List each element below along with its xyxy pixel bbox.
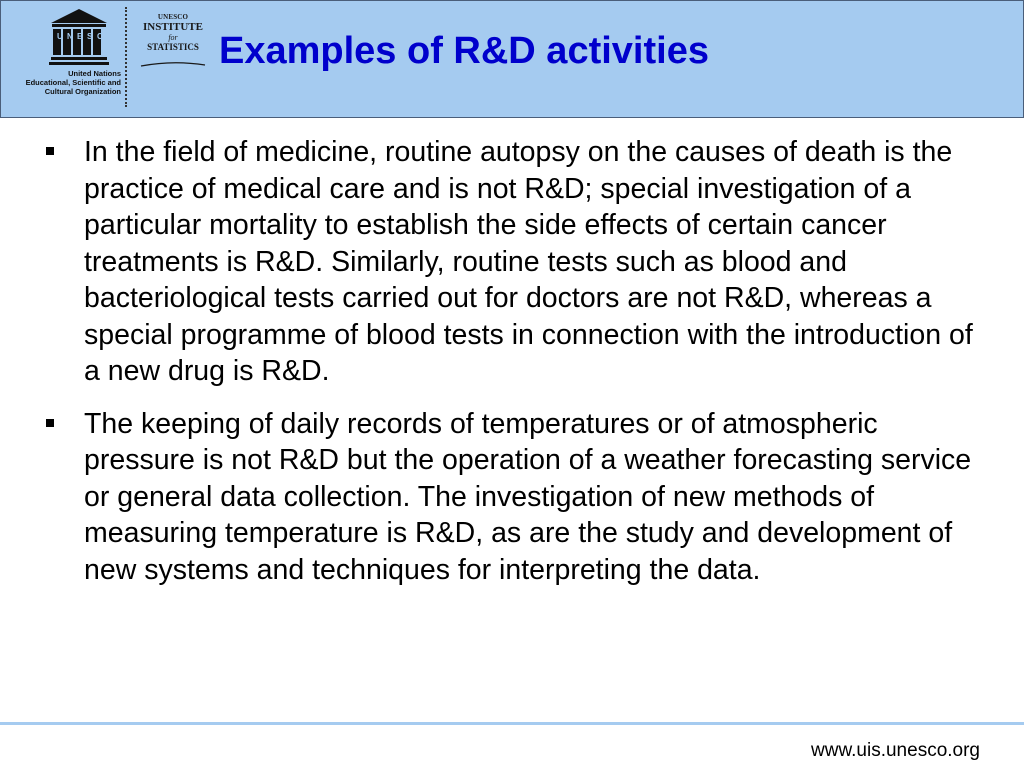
uis-for-label: for (168, 33, 178, 42)
un-line-1: United Nations (68, 69, 121, 78)
footer-url: www.uis.unesco.org (811, 740, 980, 761)
svg-text:S: S (87, 32, 93, 41)
uis-statistics-label: STATISTICS (147, 42, 199, 52)
bullet-text: The keeping of daily records of temperatures or of atmospheric pressure is not R&D but the operation of a weather forecasting service or general data collection. The investigation of new methods of measuring temperature is R&D, as are the study and development of new systems and techniques for interpreting the data. (84, 407, 972, 586)
uis-institute-label: INSTITUTE (143, 21, 203, 33)
svg-text:U: U (57, 32, 63, 41)
svg-text:C: C (97, 32, 103, 41)
bullet-text: In the field of medicine, routine autopsy on the causes of death is the practice of medical care and is not R&D; special investigation of a particular mortality to establish the side effects of certain cancer treatments is R&D. Similarly, routine tests such as blood and bacteriological tests carried out for doctors are not R&D, whereas a special programme of blood tests in connection with the introduction of a new drug is R&D. (84, 136, 973, 387)
unesco-logo (9, 5, 121, 109)
footer-divider (0, 722, 1024, 725)
uis-logo (137, 13, 209, 53)
slide-title: Examples of R&D activities (219, 30, 709, 72)
unesco-temple-icon (49, 7, 109, 67)
uis-swoosh-icon (139, 33, 207, 73)
un-organization-text (9, 69, 121, 96)
bullet-list (44, 134, 984, 604)
square-bullet-icon (46, 419, 54, 427)
slide-header (0, 0, 1024, 118)
bullet-item (44, 134, 984, 390)
svg-text:N: N (67, 32, 73, 41)
svg-text:E: E (77, 32, 83, 41)
un-line-3: Cultural Organization (44, 87, 121, 96)
uis-unesco-label: UNESCO (157, 13, 189, 21)
square-bullet-icon (46, 147, 54, 155)
bullet-item (44, 406, 984, 589)
logo-divider (125, 7, 127, 107)
un-line-2: Educational, Scientific and (25, 78, 121, 87)
